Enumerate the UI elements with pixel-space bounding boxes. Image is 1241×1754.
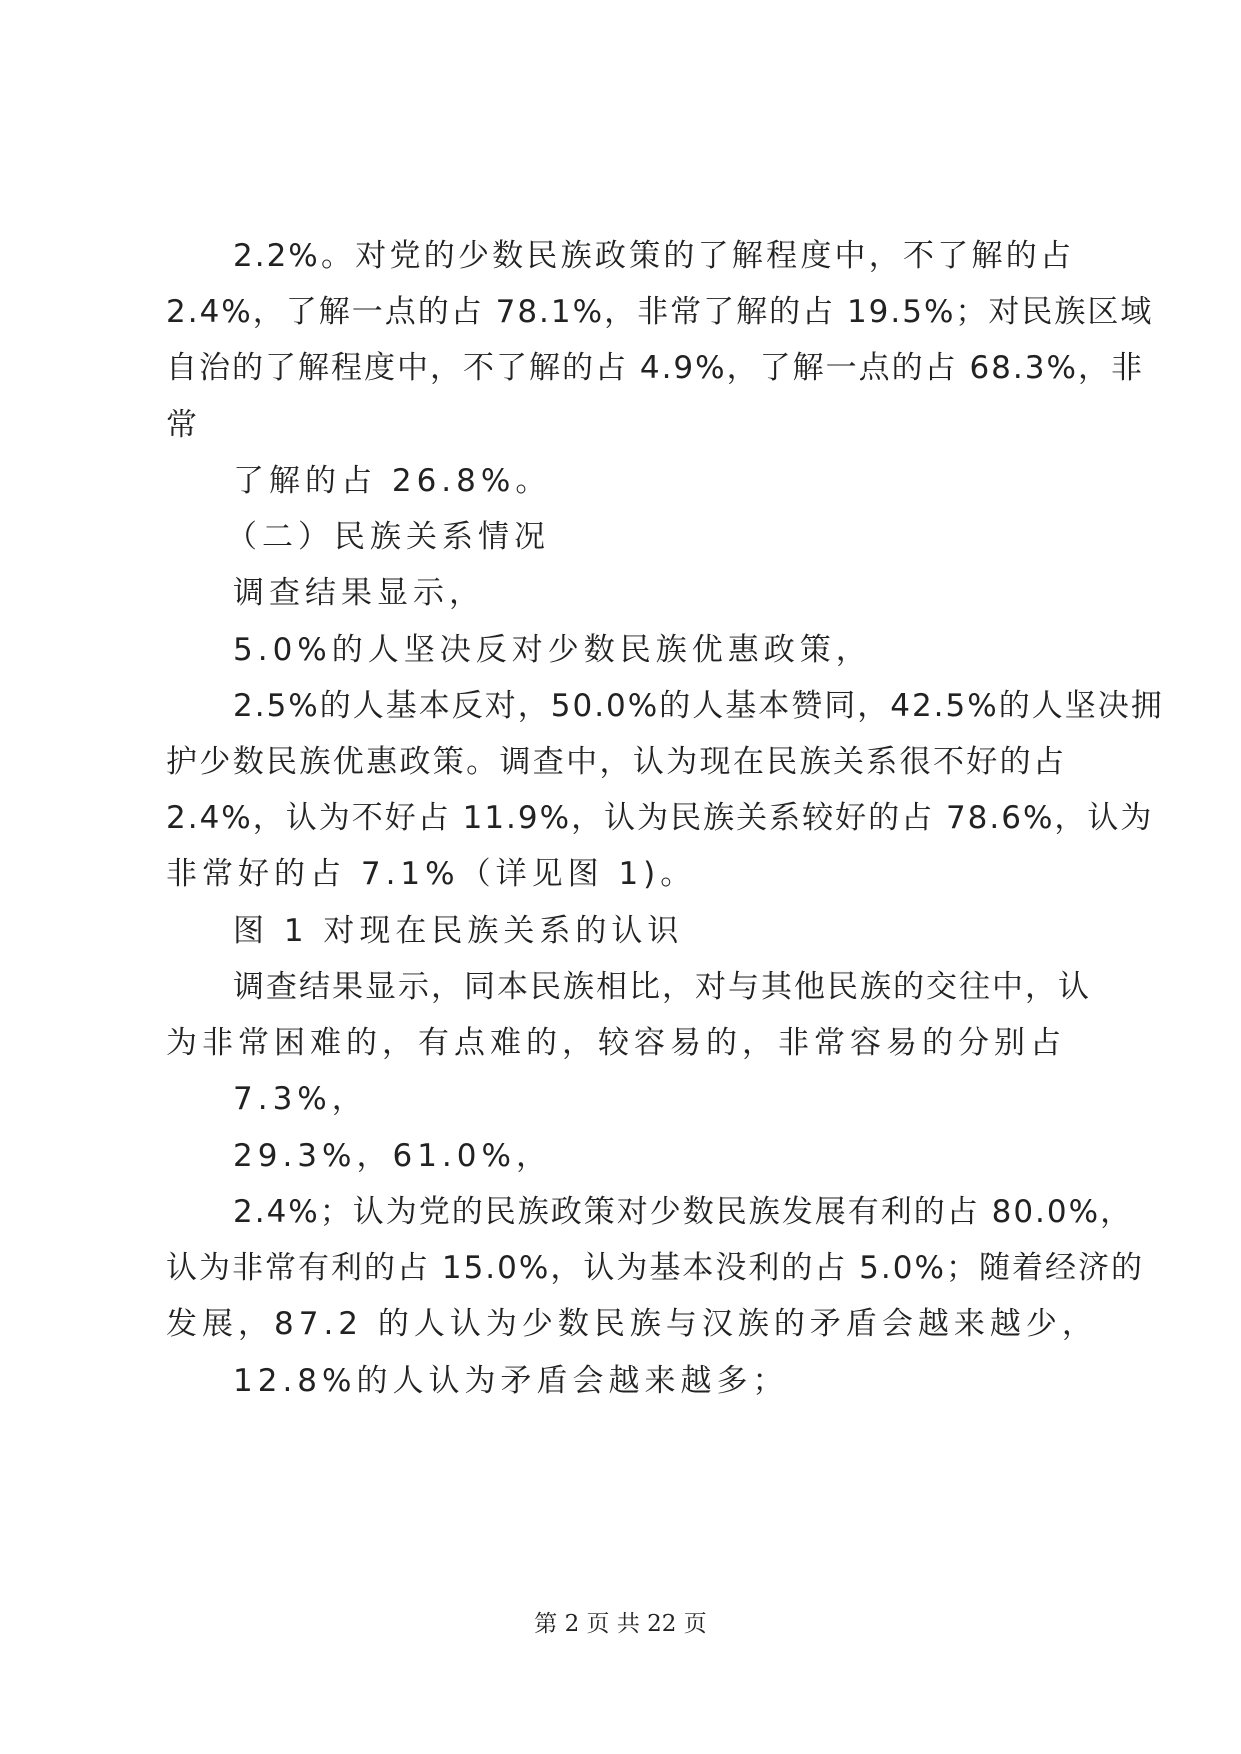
paragraph-line: 29.3%，61.0%， (233, 1138, 552, 1174)
paragraph-line: 12.8%的人认为矛盾会越来越多； (233, 1363, 789, 1399)
paragraph-line: 认为非常有利的占 15.0%，认为基本没利的占 5.0%；随着经济的 (166, 1250, 1144, 1286)
paragraph-line: 2.4%，了解一点的占 78.1%，非常了解的占 19.5%；对民族区域 (166, 294, 1154, 330)
paragraph-line: 2.5%的人基本反对，50.0%的人基本赞同，42.5%的人坚决拥 (233, 688, 1164, 724)
section-heading: （二）民族关系情况 (226, 519, 550, 555)
paragraph-line: 非常好的占 7.1%（详见图 1)。 (166, 856, 697, 892)
paragraph-line: 2.4%，认为不好占 11.9%，认为民族关系较好的占 78.6%，认为 (166, 800, 1154, 836)
paragraph-line: 2.2%。对党的少数民族政策的了解程度中，不了解的占 (233, 238, 1073, 274)
paragraph-line: 常 (166, 407, 202, 443)
paragraph-line: 自治的了解程度中，不了解的占 4.9%，了解一点的占 68.3%，非 (166, 350, 1144, 386)
paragraph-line: 发展，87.2 的人认为少数民族与汉族的矛盾会越来越少， (166, 1306, 1098, 1342)
paragraph-line: 了解的占 26.8%。 (233, 463, 552, 499)
paragraph-line: 7.3%， (233, 1081, 368, 1117)
page-footer: 第 2 页 共 22 页 (534, 1611, 707, 1637)
paragraph-line: 5.0%的人坚决反对少数民族优惠政策， (233, 632, 872, 668)
figure-caption: 图 1 对现在民族关系的认识 (233, 913, 684, 949)
paragraph-line: 2.4%；认为党的民族政策对少数民族发展有利的占 80.0%， (233, 1194, 1134, 1230)
paragraph-line: 护少数民族优惠政策。调查中，认为现在民族关系很不好的占 (166, 744, 1066, 780)
paragraph-line: 调查结果显示，同本民族相比，对与其他民族的交往中，认 (233, 969, 1091, 1005)
paragraph-line: 调查结果显示， (233, 575, 485, 611)
paragraph-line: 为非常困难的，有点难的，较容易的，非常容易的分别占 (166, 1025, 1066, 1061)
